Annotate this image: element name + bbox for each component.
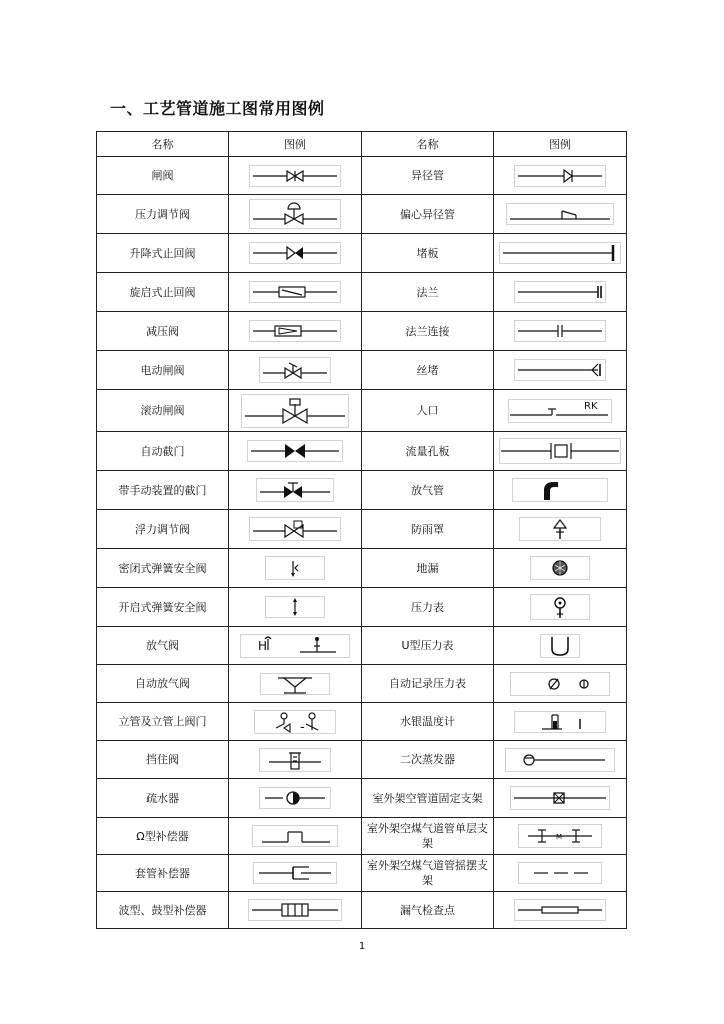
secondary-evaporator-icon: [505, 748, 615, 772]
fixed-support-icon: [510, 786, 610, 810]
legend-item-name: Ω型补偿器: [97, 818, 229, 855]
legend-item-name: 人口: [362, 390, 494, 432]
legend-symbol: [494, 312, 627, 351]
legend-item-name: 开启式弹簧安全阀: [97, 588, 229, 627]
legend-item-name: 水银温度计: [362, 703, 494, 741]
open-spring-safety-valve-icon: [265, 596, 325, 618]
legend-item-name: 升降式止回阀: [97, 234, 229, 273]
svg-text:H: H: [258, 638, 268, 653]
svg-text:-: -: [300, 719, 305, 734]
legend-symbol: [494, 588, 627, 627]
legend-item-name: 滚动闸阀: [97, 390, 229, 432]
legend-item-name: 立管及立管上阀门: [97, 703, 229, 741]
table-row: [97, 312, 627, 351]
legend-symbol: [229, 390, 362, 432]
table-row: [97, 588, 627, 627]
pressure-gauge-icon: [530, 594, 590, 620]
legend-item-name: 放气管: [362, 471, 494, 510]
table-row: [97, 892, 627, 929]
legend-item-name: 地漏: [362, 549, 494, 588]
header-symbol: 图例: [494, 132, 627, 157]
table-row: [97, 234, 627, 273]
legend-symbol: [494, 471, 627, 510]
sleeve-compensator-icon: [253, 862, 337, 884]
legend-symbol: [494, 627, 627, 665]
legend-symbol: [229, 273, 362, 312]
flange-icon: [514, 281, 606, 303]
page-title: 一、工艺管道施工图常用图例: [110, 99, 325, 118]
legend-symbol: [494, 157, 627, 195]
legend-symbol: [229, 432, 362, 471]
legend-item-name: 压力调节阀: [97, 195, 229, 234]
steam-trap-icon: [259, 787, 331, 809]
legend-item-name: 防雨罩: [362, 510, 494, 549]
table-row: [97, 818, 627, 855]
legend-symbol: [229, 351, 362, 390]
legend-item-name: 旋启式止回阀: [97, 273, 229, 312]
legend-symbol: [229, 549, 362, 588]
bellows-compensator-icon: [248, 899, 342, 921]
table-row: [97, 195, 627, 234]
legend-item-name: 疏水器: [97, 779, 229, 818]
table-row: [97, 157, 627, 195]
legend-symbol: [494, 892, 627, 929]
table-row: [97, 390, 627, 432]
legend-item-name: 室外架空煤气道管单层支架: [362, 818, 494, 855]
legend-item-name: 漏气检查点: [362, 892, 494, 929]
legend-symbol: [494, 855, 627, 892]
legend-item-name: 闸阀: [97, 157, 229, 195]
legend-item-name: 丝堵: [362, 351, 494, 390]
legend-symbol: [229, 312, 362, 351]
legend-symbol: [229, 157, 362, 195]
legend-symbol: [229, 627, 362, 665]
legend-symbol: [229, 588, 362, 627]
legend-symbol: [494, 390, 627, 432]
legend-symbol: [229, 779, 362, 818]
automatic-stop-valve-icon: [247, 440, 343, 462]
legend-symbol: [229, 510, 362, 549]
entrance-icon: [508, 399, 612, 423]
legend-item-name: 室外架空煤气道管摇摆支架: [362, 855, 494, 892]
omega-compensator-icon: [252, 825, 338, 847]
legend-symbol: [494, 703, 627, 741]
entrance-label: RK: [584, 400, 598, 412]
legend-symbol: [494, 351, 627, 390]
single-layer-support-icon: [518, 824, 602, 848]
legend-symbol: [494, 549, 627, 588]
legend-symbol: [494, 510, 627, 549]
blocking-valve-icon: [259, 748, 331, 772]
gate-valve-icon: [249, 165, 341, 187]
legend-item-name: 套管补偿器: [97, 855, 229, 892]
table-row: [97, 471, 627, 510]
rain-cap-icon: [519, 517, 601, 541]
legend-item-name: 法兰连接: [362, 312, 494, 351]
legend-symbol: [229, 818, 362, 855]
legend-symbol: [229, 892, 362, 929]
legend-symbol: [229, 665, 362, 703]
legend-item-name: 电动闸阀: [97, 351, 229, 390]
manual-stop-valve-icon: [256, 478, 334, 502]
table-row: [97, 510, 627, 549]
legend-body: [97, 157, 627, 929]
header-symbol: 图例: [229, 132, 362, 157]
table-row: [97, 627, 627, 665]
legend-item-name: 自动记录压力表: [362, 665, 494, 703]
legend-item-name: 压力表: [362, 588, 494, 627]
swing-support-icon: [518, 862, 602, 884]
rolling-gate-valve-icon: [241, 394, 349, 428]
legend-symbol: [229, 703, 362, 741]
vent-pipe-icon: [512, 478, 608, 502]
legend-symbol: [494, 195, 627, 234]
legend-item-name: 自动放气阀: [97, 665, 229, 703]
riser-valve-icon: [254, 710, 336, 734]
legend-item-name: 室外架空管道固定支架: [362, 779, 494, 818]
mercury-thermometer-icon: [514, 711, 606, 733]
legend-symbol: [494, 779, 627, 818]
legend-symbol: [229, 855, 362, 892]
table-row: [97, 665, 627, 703]
table-row: [97, 432, 627, 471]
legend-item-name: 二次蒸发器: [362, 741, 494, 779]
legend-item-name: 波型、鼓型补偿器: [97, 892, 229, 929]
table-row: [97, 741, 627, 779]
legend-symbol: [229, 234, 362, 273]
legend-symbol: [494, 665, 627, 703]
legend-table: [96, 131, 627, 929]
svg-text:M: M: [556, 833, 563, 841]
legend-symbol: [494, 273, 627, 312]
legend-symbol: [229, 741, 362, 779]
closed-spring-safety-valve-icon: [265, 556, 325, 580]
eccentric-reducer-icon: [506, 203, 614, 225]
table-row: [97, 703, 627, 741]
orifice-plate-icon: [499, 438, 621, 464]
blind-plate-icon: [499, 242, 621, 264]
legend-item-name: 异径管: [362, 157, 494, 195]
flange-connection-icon: [514, 320, 606, 342]
table-row: [97, 855, 627, 892]
legend-symbol: [494, 741, 627, 779]
legend-item-name: U型压力表: [362, 627, 494, 665]
legend-item-name: 带手动装置的截门: [97, 471, 229, 510]
legend-item-name: 挡住阀: [97, 741, 229, 779]
legend-symbol: [494, 432, 627, 471]
pressure-regulating-valve-icon: [249, 199, 341, 229]
legend-item-name: 放气阀: [97, 627, 229, 665]
reducer-icon: [514, 165, 606, 187]
legend-symbol: [494, 818, 627, 855]
header-name: 名称: [97, 132, 229, 157]
vent-valve-icon: [240, 634, 350, 658]
threaded-plug-icon: [514, 359, 606, 381]
table-row: [97, 779, 627, 818]
legend-item-name: 浮力调节阀: [97, 510, 229, 549]
legend-item-name: 密闭式弹簧安全阀: [97, 549, 229, 588]
table-row: [97, 351, 627, 390]
automatic-vent-valve-icon: [260, 673, 330, 695]
floor-drain-icon: [530, 556, 590, 580]
legend-symbol: [229, 471, 362, 510]
pressure-reducing-valve-icon: [249, 320, 341, 342]
header-name: 名称: [362, 132, 494, 157]
lift-check-valve-icon: [249, 242, 341, 264]
table-row: [97, 549, 627, 588]
swing-check-valve-icon: [249, 281, 341, 303]
float-regulating-valve-icon: [249, 517, 341, 541]
u-tube-manometer-icon: [540, 634, 580, 658]
page-number: 1: [358, 941, 366, 952]
table-header-row: [97, 132, 627, 157]
legend-symbol: [229, 195, 362, 234]
legend-item-name: 堵板: [362, 234, 494, 273]
legend-symbol: [494, 234, 627, 273]
legend-item-name: 偏心异径管: [362, 195, 494, 234]
legend-item-name: 流量孔板: [362, 432, 494, 471]
electric-gate-valve-icon: [259, 357, 331, 383]
leak-check-point-icon: [514, 899, 606, 921]
legend-item-name: 法兰: [362, 273, 494, 312]
table-row: [97, 273, 627, 312]
legend-item-name: 减压阀: [97, 312, 229, 351]
legend-item-name: 自动截门: [97, 432, 229, 471]
recording-pressure-gauge-icon: [510, 672, 610, 696]
